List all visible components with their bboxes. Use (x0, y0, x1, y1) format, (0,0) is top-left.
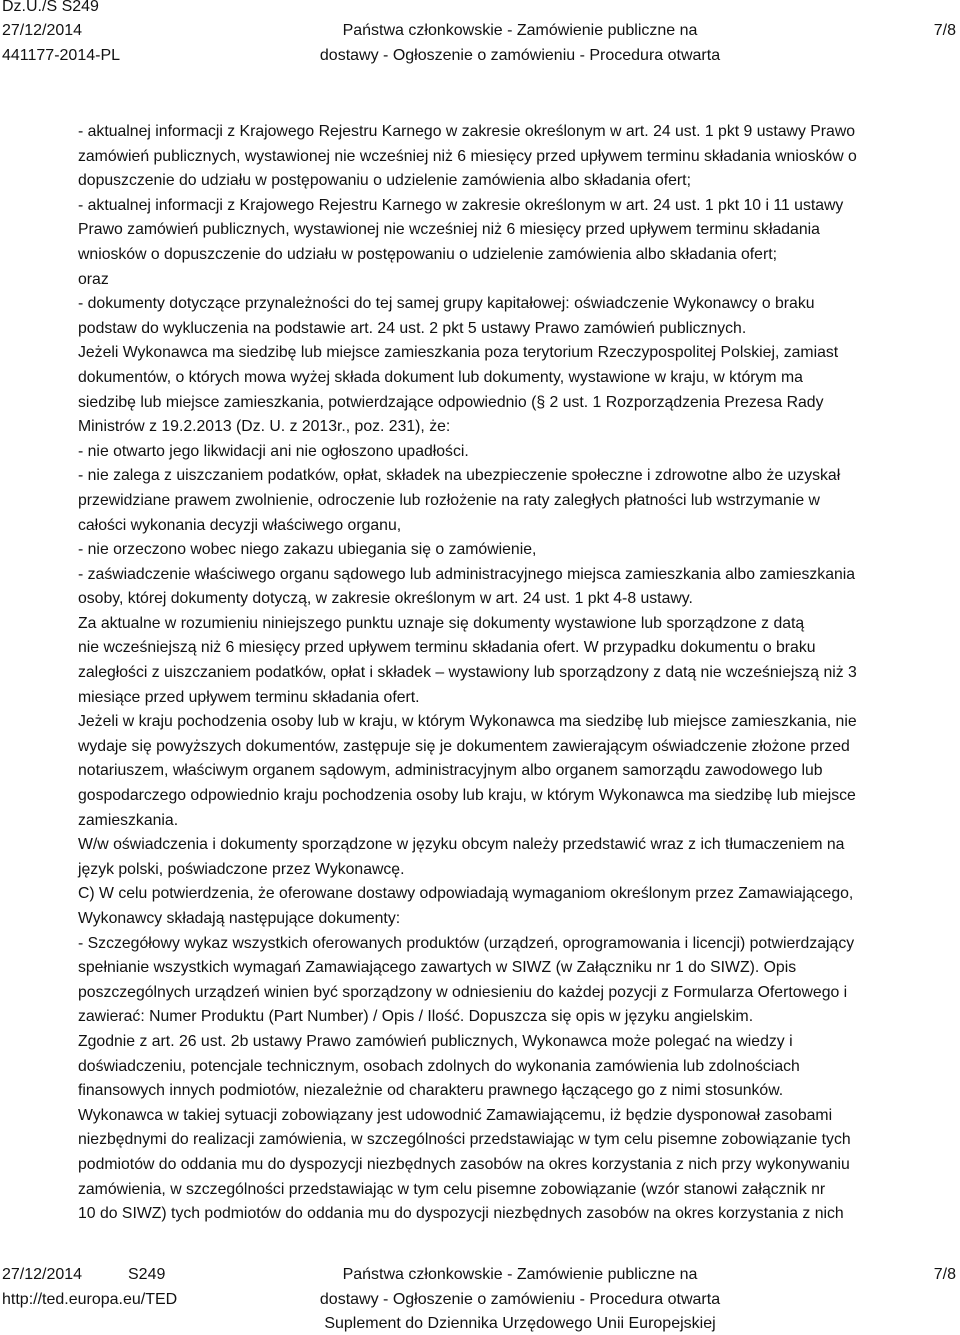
body-line: zamieszkania. (78, 811, 179, 829)
body-line: miesiące przed upływem terminu składania ofert. (78, 688, 420, 706)
body-line: zawierać: Numer Produktu (Part Number) / Opis / Ilość. Dopuszcza się opis w języku angielskim. (78, 1008, 754, 1026)
footer-date: 27/12/2014 (2, 1266, 83, 1283)
body-line: całości wykonania decyzji właściwego organu, (78, 516, 402, 534)
body-line: osoby, której dokumenty dotyczą, w zakresie określonym w art. 24 ust. 1 pkt 4-8 ustawy. (78, 590, 693, 608)
body-line: podstaw do wykluczenia na podstawie art. 24 ust. 2 pkt 5 ustawy Prawo zamówień publicznych. (78, 319, 747, 337)
footer-title-line2: dostawy - Ogłoszenie o zamówieniu - Procedura otwarta (319, 1291, 721, 1308)
body-line: siedzibę lub miejsce zamieszkania, potwierdzające odpowiednio (§ 2 ust. 1 Rozporządzenia Prezesa Rady (78, 393, 824, 411)
footer-title-line1: Państwa członkowskie - Zamówienie publiczne na (342, 1266, 698, 1283)
footer-url: http://ted.europa.eu/TED (2, 1291, 178, 1308)
document-body (78, 120, 953, 1227)
body-line: spełnianie wszystkich wymagań Zamawiającego zawartych w SIWZ (w Załączniku nr 1 do SIWZ). Opis (78, 959, 797, 977)
body-line: notariuszem, właściwym organem sądowym, administracyjnym albo organem samorządu zawodowego lub (78, 762, 823, 780)
body-line: poszczególnych urządzeń winien być sporządzony w odniesieniu do każdej pozycji z Formularza Ofertowego i (78, 983, 848, 1001)
header-title-line1: Państwa członkowskie - Zamówienie publiczne na (342, 22, 698, 39)
body-line: podmiotów do oddania mu do dyspozycji niezbędnych zasobów na okres korzystania z nich przy wykonywaniu (78, 1155, 850, 1173)
body-line: Wykonawcy składają następujące dokumenty: (78, 910, 401, 927)
body-line: Za aktualne w rozumieniu niniejszego punktu uznaje się dokumenty wystawione lub sporządzone z datą (78, 614, 805, 632)
header-page-number: 7/8 (933, 22, 956, 39)
body-line: - aktualnej informacji z Krajowego Rejestru Karnego w zakresie określonym w art. 24 ust. 1 pkt 10 i 11 ustawy (78, 196, 844, 214)
header-journal: Dz.U./S S249 (2, 0, 99, 15)
footer-page-number: 7/8 (933, 1266, 956, 1283)
body-line: gospodarczego odpowiednio kraju pochodzenia osoby lub kraju, w którym Wykonawca ma siedzibę lub miejsce (78, 787, 856, 805)
body-line: - aktualnej informacji z Krajowego Rejestru Karnego w zakresie określonym w art. 24 ust. 1 pkt 9 ustawy Prawo (78, 123, 856, 140)
header-date: 27/12/2014 (2, 22, 83, 39)
body-line: dokumentów, o których mowa wyżej składa dokument lub dokumenty, wystawione w kraju, w którym ma (78, 368, 803, 386)
body-line: doświadczeniu, potencjale technicznym, osobach zdolnych do wykonania zamówienia lub zdolnościach (78, 1057, 800, 1075)
body-line: Wykonawca w takiej sytuacji zobowiązany jest udowodnić Zamawiającemu, iż będzie dysponował zasobami (78, 1106, 833, 1124)
body-line: zaległości z uiszczaniem podatków, opłat i składek – wystawiony lub sporządzony z datą nie wcześniejszą niż 3 (78, 664, 857, 682)
body-line: Jeżeli Wykonawca ma siedzibę lub miejsce zamieszkania poza terytorium Rzeczypospolitej Polskiej, zamiast (78, 344, 839, 362)
body-line: nie wcześniejszą niż 6 miesięcy przed upływem terminu składania ofert. W przypadku dokumentu o braku (78, 639, 816, 657)
body-line: przewidziane prawem zwolnienie, odroczenie lub rozłożenie na raty zaległych płatności lub wstrzymanie w (78, 491, 820, 509)
body-line: - Szczegółowy wykaz wszystkich oferowanych produktów (urządzeń, oprogramowania i licencji) potwierdzający (78, 934, 855, 952)
body-line: - zaświadczenie właściwego organu sądowego lub administracyjnego miejsca zamieszkania albo zamieszkania (78, 565, 856, 583)
body-line: Prawo zamówień publicznych, wystawionej nie wcześniej niż 6 miesięcy przed upływem terminu składania (78, 221, 820, 239)
body-line: 10 do SIWZ) tych podmiotów do oddania mu do dyspozycji niezbędnych zasobów na okres korzystania z nich (78, 1205, 844, 1223)
body-line: Jeżeli w kraju pochodzenia osoby lub w kraju, w którym Wykonawca ma siedzibę lub miejsce zamieszkania, nie (78, 713, 857, 731)
body-line: - dokumenty dotyczące przynależności do tej samej grupy kapitałowej: oświadczenie Wykonawcy o braku (78, 295, 815, 313)
header-notice-id: 441177-2014-PL (2, 47, 121, 64)
body-line: - nie otwarto jego likwidacji ani nie ogłoszono upadłości. (78, 442, 469, 460)
body-line: - nie zalega z uiszczaniem podatków, opłat, składek na ubezpieczenie społeczne i zdrowotne albo że uzyskał (78, 467, 841, 485)
body-line: Ministrów z 19.2.2013 (Dz. U. z 2013r., poz. 231), że: (78, 418, 451, 436)
body-line: finansowych innych podmiotów, niezależnie od charakteru prawnego łączącego go z nimi stosunków. (78, 1082, 784, 1100)
body-line: C) W celu potwierdzenia, że oferowane dostawy odpowiadają wymaganiom określonym przez Zamawiającego, (78, 885, 854, 903)
header-title-line2: dostawy - Ogłoszenie o zamówieniu - Procedura otwarta (319, 47, 721, 64)
body-line: zamówienia, w szczególności przedstawiając w tym celu pisemne zobowiązanie (wzór stanowi załącznik nr (78, 1180, 826, 1198)
footer-issue: S249 (128, 1266, 166, 1283)
body-line: język polski, poświadczone przez Wykonawcę. (78, 860, 405, 878)
body-line: wydaje się powyższych dokumentów, zastępuje się je dokumentem zawierającym oświadczenie złożone przed (78, 737, 850, 755)
body-line: niezbędnymi do realizacji zamówienia, w szczególności przedstawiając w tym celu pisemne zobowiązanie tych (78, 1131, 851, 1149)
body-line: Zgodnie z art. 26 ust. 2b ustawy Prawo zamówień publicznych, Wykonawca może polegać na wiedzy i (78, 1032, 793, 1050)
body-line: dopuszczenie do udziału w postępowaniu o udzielenie zamówienia albo składania ofert; (78, 172, 691, 190)
body-line: W/w oświadczenia i dokumenty sporządzone w języku obcym należy przedstawić wraz z ich tłumaczeniem na (78, 836, 845, 854)
body-line: zamówień publicznych, wystawionej nie wcześniej niż 6 miesięcy przed upływem terminu składania wniosków o (78, 147, 857, 165)
footer-title-line3: Suplement do Dziennika Urzędowego Unii Europejskiej (324, 1315, 716, 1332)
body-line: wniosków o dopuszczenie do udziału w postępowaniu o udzielenie zamówienia albo składania ofert; (78, 245, 778, 263)
body-line: - nie orzeczono wobec niego zakazu ubiegania się o zamówienie, (78, 541, 537, 559)
body-line: oraz (78, 270, 109, 288)
